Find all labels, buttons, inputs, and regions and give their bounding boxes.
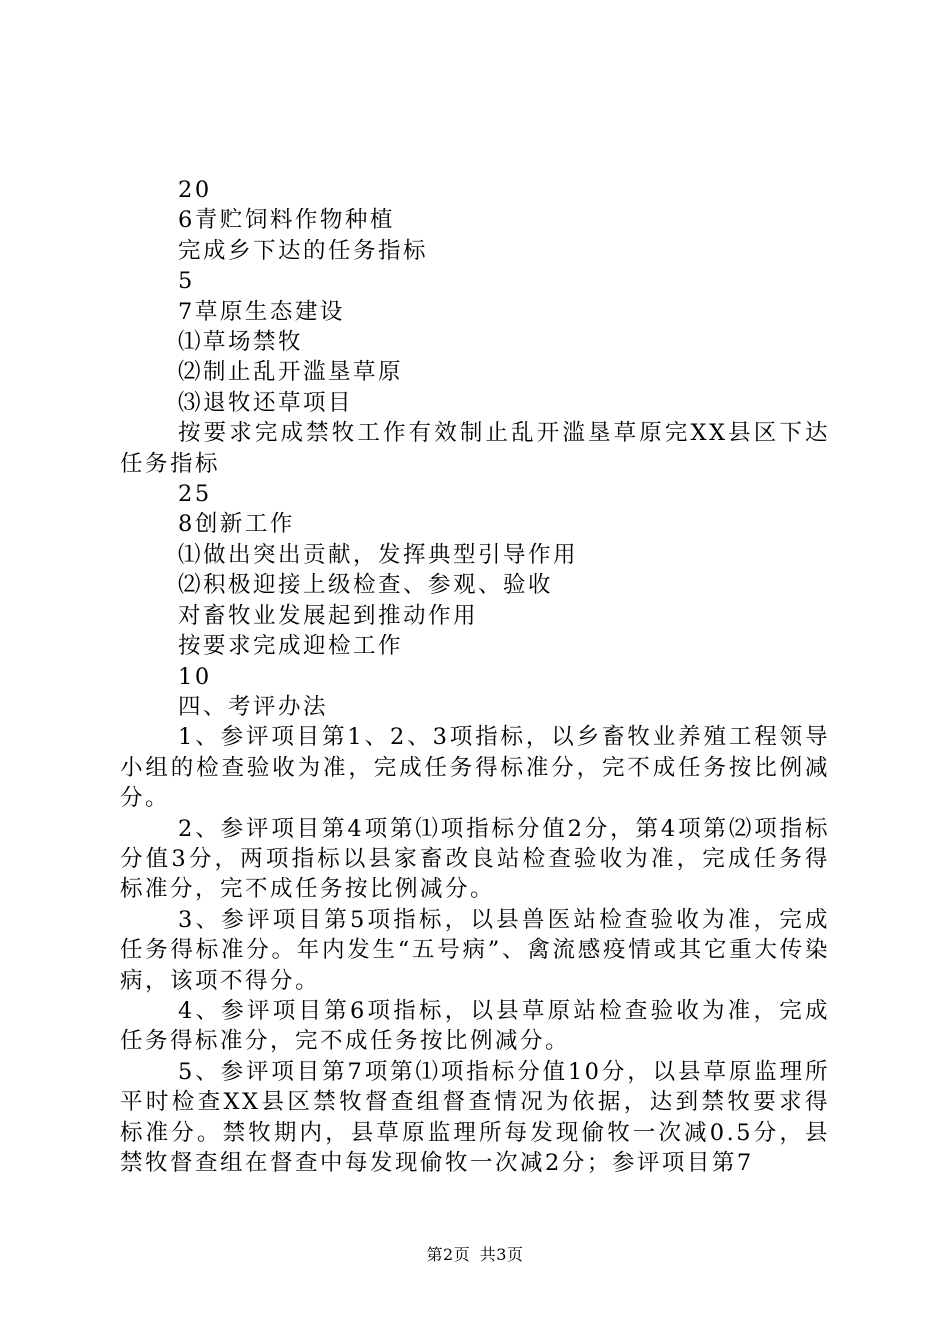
text-line: 7草原生态建设 [178,298,345,325]
document-body [120,175,830,1178]
text-line: ⑶退牧还草项目 [178,389,354,416]
text-line: ⑴做出突出贡献，发挥典型引导作用 [178,541,579,568]
text-line: 对畜牧业发展起到推动作用 [178,602,479,629]
text-line: 完成乡下达的任务指标 [178,237,429,264]
text-line: ⑵制止乱开滥垦草原 [178,359,404,386]
text-line: 按要求完成迎检工作 [178,633,404,660]
text-line: 6青贮饲料作物种植 [178,207,395,234]
text-line: 5 [178,268,195,295]
text-line: 20 [178,177,212,203]
text-paragraph: 4、参评项目第6项指标，以县草原站检查验收为准，完成任务得标准分，完不成任务按比例减分。 [120,997,830,1055]
page-total: 共3页 [479,1245,524,1264]
text-line: 8创新工作 [178,511,295,538]
text-paragraph: 1、参评项目第1、2、3项指标，以乡畜牧业养殖工程领导小组的检查验收为准，完成任务得标准分，完不成任务按比例减分。 [120,724,830,812]
text-line: ⑴草场禁牧 [178,329,304,356]
text-line: ⑵积极迎接上级检查、参观、验收 [178,572,554,599]
page-footer [0,1242,950,1265]
text-paragraph: 按要求完成禁牧工作有效制止乱开滥垦草原完XX县区下达任务指标 [120,420,830,477]
text-line: 25 [178,481,212,508]
section-heading: 四、考评办法 [178,693,329,720]
text-line: 10 [178,663,212,690]
text-paragraph: 2、参评项目第4项第⑴项指标分值2分，第4项第⑵项指标分值3分，两项指标以县家畜改良站检查验收为准，完成任务得标准分，完不成任务按比例减分。 [120,815,830,903]
text-paragraph: 5、参评项目第7项第⑴项指标分值10分，以县草原监理所平时检查XX县区禁牧督查组督查情况为依据，达到禁牧要求得标准分。禁牧期内，县草原监理所每发现偷牧一次减0.5分，县禁牧督查组在督查中每发现偷牧一次减2分；参评项目第7 [120,1058,830,1176]
page-number: 第2页 [426,1245,471,1264]
text-paragraph: 3、参评项目第5项指标，以县兽医站检查验收为准，完成任务得标准分。年内发生“五号病”、禽流感疫情或其它重大传染病，该项不得分。 [120,906,830,994]
